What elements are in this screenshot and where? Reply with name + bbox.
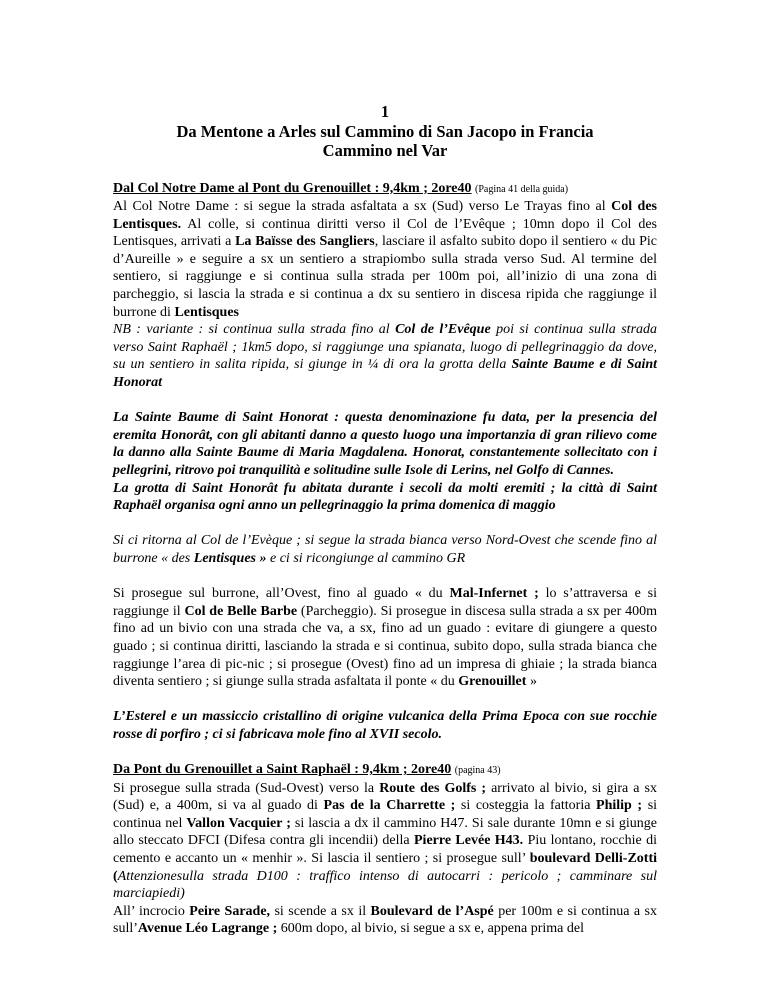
sainte-baume-paragraph: La Sainte Baume di Saint Honorat : questa denominazione fu data, per la presencia del eremita Honorât, con gli abitanti danno a questo luogo una importanzia di gran rilievo come la danno alla Sainte Baume di Maria Magdalena. Honorat, constantemente sollecitato con i pellegrini, ritrovo poi tranquilità e solitudine sulle Isole di Lerins, nel Golfo di Cannes. bbox=[113, 410, 657, 478]
section2-heading-note: (pagina 43) bbox=[454, 765, 501, 777]
document-page bbox=[113, 102, 657, 938]
section1-heading-note: (Pagina 41 della guida) bbox=[475, 183, 569, 195]
document-header bbox=[113, 102, 657, 161]
section1-paragraph2: Si prosegue sul burrone, all’Ovest, fino al guado « du Mal-Infernet ; lo s’attraversa e si raggiunge il Col de Belle Barbe (Parcheggio). Si prosegue in discesa sulla strada a sx per 400m fino ad un bivio con una strada che va, a sx, fino ad un guado : evitare di giungere a questo guado ; si continua diritti, lasciando la strada e si continua, subito dopo, sulla strada bianca che raggiunge l’area di pic-nic ; si prosegue (Ovest) fino ad un impresa di ghiaie ; la strada bianca diventa sentiero ; si giunge sulla strada asfaltata il ponte « du Grenouillet » bbox=[113, 586, 657, 690]
section2-heading: Da Pont du Grenouillet a Saint Raphaël : 9,4km ; 2ore40 (pagina 43) bbox=[113, 762, 501, 778]
section1-paragraph1: Al Col Notre Dame : si segue la strada asfaltata a sx (Sud) verso Le Trayas fino al Col des Lentisques. Al colle, si continua diritti verso il Col de l’Evêque ; 10mn dopo il Col des Lentisques, arrivati a La Baïsse des Sangliers, lasciare il asfalto subito dopo il sentiero « du Pic d’Aureille » e seguire a sx un sentiero a strapiombo sulla strada verso Sud. Al termine del sentiero, si raggiunge e si continua sulla strada per 100m poi, all’inizio di una zona di parcheggio, si lascia la strada e si continua a dx su sentiero in discesa ripida che raggiunge il burrone di Lentisques bbox=[113, 199, 657, 320]
document-subtitle: Cammino nel Var bbox=[322, 141, 448, 160]
section2-paragraph2: All’ incrocio Peire Sarade, si scende a sx il Boulevard de l’Aspé per 100m e si continua a sx sull’Avenue Léo Lagrange ; 600m dopo, al bivio, si segue a sx e, appena prima del bbox=[113, 903, 658, 937]
document-title: Da Mentone a Arles sul Cammino di San Jacopo in Francia bbox=[176, 121, 594, 141]
section1-heading: Dal Col Notre Dame al Pont du Grenouillet : 9,4km ; 2ore40 (Pagina 41 della guida) bbox=[113, 180, 569, 196]
grotta-paragraph: La grotta di Saint Honorât fu abitata durante i secoli da molti eremiti ; la città di Saint Raphaël organisa ogni anno un pellegrinaggio la prima domenica di maggio bbox=[113, 480, 657, 514]
esterel-paragraph: L’Esterel e un massiccio cristallino di origine vulcanica della Prima Epoca con sue rocchie rosse di porfiro ; ci si fabricava mole fino al XVII secolo. bbox=[113, 709, 657, 742]
return-paragraph: Si ci ritorna al Col de l’Evèque ; si segue la strada bianca verso Nord-Ovest che scende fino al burrone « des Lentisques » e ci si ricongiunge al cammino GR bbox=[113, 533, 657, 566]
variant-note: NB : variante : si continua sulla strada fino al Col de l’Evêque poi si continua sulla strada verso Saint Raphaël ; 1km5 dopo, si raggiunge una spianata, luogo di pellegrinaggio da dove, su un sentiero in salita ripida, si giunge in ¼ di ora la grotta della Sainte Baume e di Saint Honorat bbox=[113, 322, 658, 391]
page-number: 1 bbox=[380, 102, 390, 121]
section2-paragraph1: Si prosegue sulla strada (Sud-Ovest) verso la Route des Golfs ; arrivato al bivio, si gira a sx (Sud) e, a 400m, si va al guado di Pas de la Charrette ; si costeggia la fattoria Philip ; si continua nel Vallon Vacquier ; si lascia a dx il cammino H47. Si sale durante 10mn e si giunge allo steccato DFCI (Difesa contra gli incendii) della Pierre Levée H43. Piu lontano, rocchie di cemento e accanto un « menhir ». Si lascia il sentiero ; si prosegue sull’ boulevard Delli-Zotti (Attenzionesulla strada D100 : traffico intenso di autocarri : pericolo ; camminare sul marciapiedi) bbox=[113, 780, 658, 902]
